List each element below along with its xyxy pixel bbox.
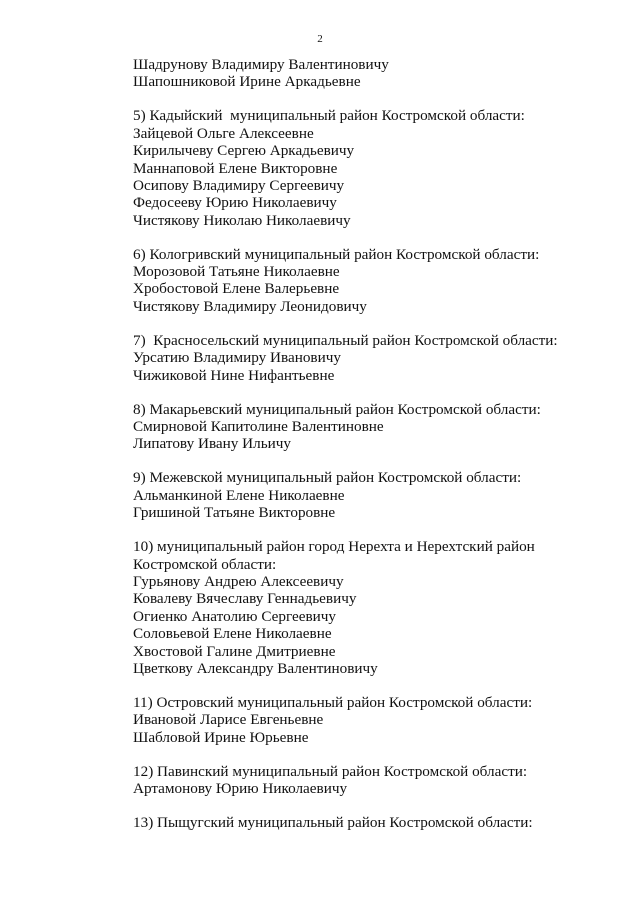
recipient-name: Смирновой Капитолине Валентиновне — [133, 418, 384, 436]
district-section-9 — [133, 469, 613, 521]
district-section-7 — [133, 332, 613, 384]
district-heading: 10) муниципальный район город Нерехта и Нерехтский район — [133, 538, 535, 556]
district-heading: 8) Макарьевский муниципальный район Костромской области: — [133, 400, 541, 418]
recipient-name: Шадрунову Владимиру Валентиновичу — [133, 56, 389, 73]
recipient-name: Морозовой Татьяне Николаевне — [133, 263, 340, 281]
district-section-11 — [133, 694, 613, 746]
recipient-name: Соловьевой Елене Николаевне — [133, 625, 332, 643]
district-heading: 11) Островский муниципальный район Костромской области: — [133, 693, 533, 711]
district-section-12 — [133, 763, 613, 798]
district-heading: 6) Кологривский муниципальный район Костромской области: — [133, 245, 540, 263]
recipient-name: Ковалеву Вячеславу Геннадьевичу — [133, 590, 357, 608]
district-heading: 7) Красносельский муниципальный район Костромской области: — [133, 331, 558, 349]
recipient-name: Альманкиной Елене Николаевне — [133, 486, 345, 504]
district-heading: 5) Кадыйский муниципальный район Костромской области: — [133, 107, 525, 125]
district-heading: 9) Межевской муниципальный район Костромской области: — [133, 469, 522, 487]
recipient-name: Артамонову Юрию Николаевичу — [133, 780, 348, 798]
recipient-name: Ивановой Ларисе Евгеньевне — [133, 711, 324, 729]
recipient-name: Огиенко Анатолию Сергеевичу — [133, 607, 337, 625]
recipient-name: Шабловой Ирине Юрьевне — [133, 728, 309, 746]
recipient-name: Чижиковой Нине Нифантьевне — [133, 366, 335, 384]
recipient-name: Гришиной Татьяне Викторовне — [133, 504, 336, 522]
intro-block — [133, 56, 613, 91]
district-section-8 — [133, 401, 613, 453]
recipient-name: Зайцевой Ольге Алексеевне — [133, 124, 314, 142]
recipient-name: Чистякову Владимиру Леонидовичу — [133, 297, 367, 315]
recipient-name: Федосееву Юрию Николаевичу — [133, 194, 337, 212]
recipient-name: Цветкову Александру Валентиновичу — [133, 659, 378, 677]
recipient-name: Кирилычеву Сергею Аркадьевичу — [133, 142, 355, 160]
district-section-6 — [133, 246, 613, 316]
recipient-name: Чистякову Николаю Николаевичу — [133, 211, 351, 229]
district-section-13 — [133, 814, 613, 831]
page-number: 2 — [317, 33, 323, 45]
district-section-5 — [133, 107, 613, 229]
recipient-name: Хвостовой Галине Дмитриевне — [133, 642, 336, 660]
district-heading: 12) Павинский муниципальный район Костромской области: — [133, 762, 528, 780]
recipient-name: Хробостовой Елене Валерьевне — [133, 280, 340, 298]
recipient-name: Осипову Владимиру Сергеевичу — [133, 176, 345, 194]
district-heading-continuation: Костромской области: — [133, 555, 277, 573]
recipient-name: Маннаповой Елене Викторовне — [133, 159, 338, 177]
recipient-name: Гурьянову Андрею Алексеевичу — [133, 572, 344, 590]
recipient-name: Липатову Ивану Ильичу — [133, 435, 292, 453]
district-heading: 13) Пыщугский муниципальный район Костромской области: — [133, 814, 533, 832]
recipient-name: Шапошниковой Ирине Аркадьевне — [133, 73, 361, 91]
recipient-name: Урсатию Владимиру Ивановичу — [133, 349, 341, 367]
document-body — [133, 56, 613, 831]
district-section-10 — [133, 538, 613, 677]
